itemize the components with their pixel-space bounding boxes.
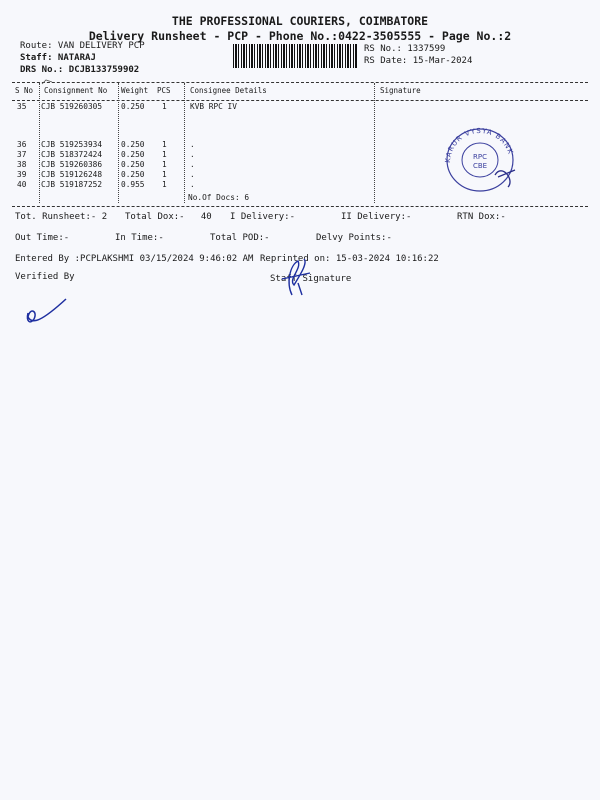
row-sno: 35 — [17, 102, 27, 111]
row-pcs: 1 — [162, 140, 167, 149]
verifier-signature-mark — [22, 293, 72, 328]
staff-signature: Staff Signature — [270, 274, 352, 284]
row-pcs: 1 — [162, 102, 167, 111]
tot-runsheet: Tot. Runsheet:- 2 — [15, 212, 108, 222]
in-time: In Time:- — [115, 233, 164, 243]
row-sno: 40 — [17, 180, 27, 189]
staff-signature-scribble — [272, 255, 322, 300]
bank-stamp — [440, 125, 520, 195]
row-consignee: . — [190, 180, 195, 189]
stamp-outer-text: KARUR VYSYA BANK — [443, 126, 515, 164]
reprinted-on: Reprinted on: 15-03-2024 10:16:22 — [260, 254, 439, 264]
docs-count: No.Of Docs: 6 — [188, 193, 250, 202]
drs-label: DRS No.: — [20, 65, 64, 75]
row-consignee: . — [190, 170, 195, 179]
company-title: THE PROFESSIONAL COURIERS, COIMBATORE — [171, 14, 429, 28]
ii-delivery: II Delivery:- — [341, 212, 412, 222]
verified-by: Verified By — [15, 272, 75, 282]
pen-tick-mark — [40, 78, 54, 86]
col-divider — [39, 83, 40, 203]
stamp-inner-line2: CBE — [472, 162, 488, 170]
row-consignee: KVB RPC IV — [190, 102, 237, 111]
row-consignment: CJB 519187252 — [41, 180, 103, 189]
staff-label: Staff: NATARAJ — [20, 53, 96, 63]
col-divider — [374, 83, 375, 203]
row-pcs: 1 — [162, 160, 167, 169]
table-bottom-rule — [12, 206, 588, 207]
col-signature: Signature — [380, 86, 421, 95]
row-consignment: CJB 519253934 — [41, 140, 103, 149]
row-weight: 0.250 — [121, 102, 145, 111]
rs-number: RS No.: 1337599 — [364, 44, 446, 54]
row-sno: 36 — [17, 140, 27, 149]
delvy-points: Delvy Points:- — [316, 233, 392, 243]
out-time: Out Time:- — [15, 233, 70, 243]
row-weight: 0.250 — [121, 140, 145, 149]
rs-date: RS Date: 15-Mar-2024 — [364, 56, 473, 66]
drs-value: DCJB133759902 — [68, 65, 140, 75]
stamp-inner-line1: RPC — [473, 153, 487, 161]
row-sno: 38 — [17, 160, 27, 169]
row-consignment: CJB 519126248 — [41, 170, 103, 179]
row-sno: 39 — [17, 170, 27, 179]
col-divider — [184, 83, 185, 203]
row-consignment: CJB 519260386 — [41, 160, 103, 169]
row-consignee: . — [190, 150, 195, 159]
header-top-rule — [12, 82, 588, 83]
col-sno: S No — [15, 86, 34, 95]
header-bottom-rule — [12, 100, 588, 101]
row-consignee: . — [190, 140, 195, 149]
route-label: Route: VAN DELIVERY PCP — [20, 41, 145, 51]
row-weight: 0.250 — [121, 170, 145, 179]
col-weight: Weight — [121, 86, 149, 95]
runsheet-title: Delivery Runsheet - PCP - Phone No.:0422-3505555 - Page No.:2 — [88, 29, 512, 43]
row-weight: 0.250 — [121, 150, 145, 159]
total-pod: Total POD:- — [210, 233, 270, 243]
drs-number — [20, 65, 139, 75]
col-divider — [118, 83, 119, 203]
total-dox: Total Dox:- 40 — [125, 212, 212, 222]
row-weight: 0.250 — [121, 160, 145, 169]
row-pcs: 1 — [162, 170, 167, 179]
row-consignment: CJB 519260305 — [41, 102, 103, 111]
row-consignee: . — [190, 160, 195, 169]
row-pcs: 1 — [162, 180, 167, 189]
col-pcs: PCS — [157, 86, 171, 95]
row-weight: 0.955 — [121, 180, 145, 189]
barcode — [233, 44, 358, 68]
row-pcs: 1 — [162, 150, 167, 159]
row-sno: 37 — [17, 150, 27, 159]
i-delivery: I Delivery:- — [230, 212, 296, 222]
col-consignment: Consignment No — [44, 86, 108, 95]
row-consignment: CJB 518372424 — [41, 150, 103, 159]
rtn-dox: RTN Dox:- — [457, 212, 506, 222]
entered-by: Entered By :PCPLAKSHMI 03/15/2024 9:46:02 AM — [15, 254, 254, 264]
col-consignee: Consignee Details — [190, 86, 267, 95]
